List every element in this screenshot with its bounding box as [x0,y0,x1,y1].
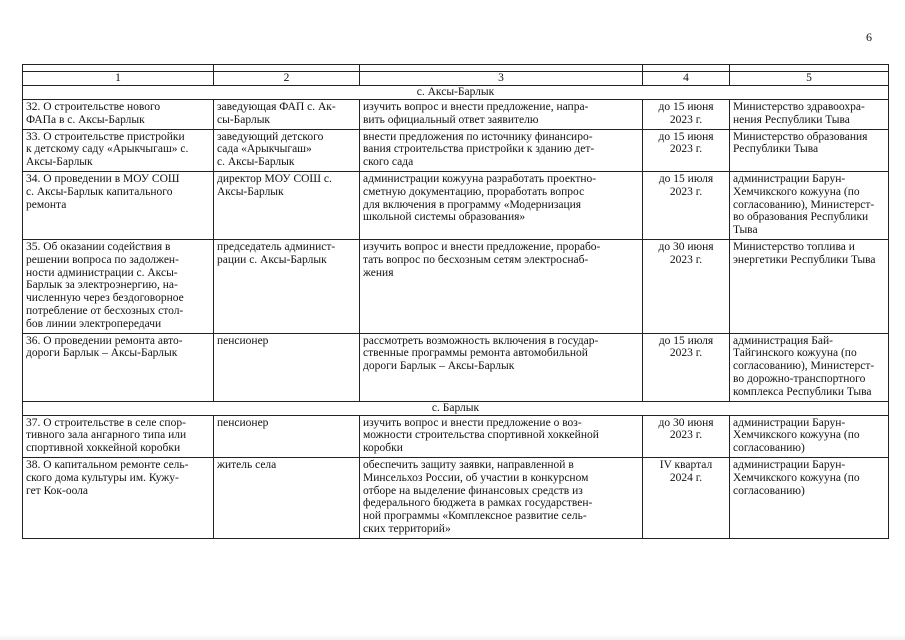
cell-text-line: до 30 июня [658,240,714,253]
term-cell [643,333,730,401]
cell-text-line: для включения в программу «Модернизация [363,198,582,211]
cell-text-line: ственные программы ремонта автомобильной [363,347,588,360]
cell-text-line: заведующая ФАП с. Ак- [217,101,336,113]
cell-text-line: во дорожно-транспортного [733,372,866,385]
cell-text-line: решении вопроса по задолжен- [26,253,179,266]
cell-text-line: тать вопрос по бесхозным сетям электроснаб- [363,253,589,266]
action-cell [360,457,643,538]
cell-text-line: директор МОУ СОШ с. [217,172,332,185]
cell-text-line: администрации кожууна разработать проектно- [363,172,597,185]
column-number: 4 [643,72,730,86]
cell-text-line: 2023 г. [669,185,703,198]
topic-cell [23,171,214,239]
cell-text-line: ФАПа в с. Аксы-Барлык [26,113,145,126]
cell-text-line: согласованию) [733,484,805,497]
action-cell [360,100,643,130]
cell-text-line: потребление от бесхозных стол- [26,304,184,317]
section-title: с. Барлык [23,401,889,415]
cell-text-line: Министерство здравоохра- [733,101,865,113]
cell-text-line: до 15 июля [658,334,714,347]
action-cell [360,129,643,171]
cell-text-line: сы-Барлык [217,113,271,126]
cell-text-line: 35. Об оказании содействия в [26,240,171,253]
table-row [23,457,889,538]
cell-text-line: бов линии электропередачи [26,317,162,330]
table-row [23,129,889,171]
cell-text-line: ского дома культуры им. Кужу- [26,471,179,484]
cell-text-line: согласованию), Министерст- [733,198,875,211]
cell-text-line: 33. О строительстве пристройки [26,130,185,143]
scan-bottom-edge [0,634,905,640]
topic-cell [23,415,214,457]
cell-text-line: Тайгинского кожууна (по [733,347,857,360]
term-cell [643,100,730,130]
responsible-cell [730,415,889,457]
cell-text-line: администрации Барун- [733,172,846,185]
cell-text-line: до 30 июня [658,416,714,429]
cell-text-line: рассмотреть возможность включения в государ- [363,334,599,347]
cell-text-line: сметную документацию, проработать вопрос [363,185,585,198]
applicant-cell [214,129,360,171]
page-number: 6 [866,30,872,44]
action-cell [360,333,643,401]
cell-text-line: 37. О строительстве в селе спор- [26,416,186,429]
responsible-cell [730,129,889,171]
cell-text-line: администрация Бай- [733,334,833,347]
cell-text-line: школьной системы образования» [363,211,526,224]
cell-text-line: сада «Арыкчыгаш» [217,143,312,156]
responsible-cell [730,171,889,239]
cell-text-line: ности администрации с. Аксы- [26,266,178,279]
cell-text-line: во образования Республики [733,211,869,224]
responsible-cell [730,333,889,401]
cell-text-line: 38. О капитальном ремонте сель- [26,458,189,471]
cell-text-line: Министерство образования [733,130,868,143]
cell-text-line: 2024 г. [669,471,703,484]
decisions-table [22,64,889,539]
cell-text-line: Аксы-Барлык [217,185,284,198]
cell-text-line: рации с. Аксы-Барлык [217,253,327,266]
cell-text-line: 32. О строительстве нового [26,101,161,113]
action-cell [360,171,643,239]
cell-text-line: Барлык за электроэнергию, на- [26,279,178,292]
responsible-cell [730,100,889,130]
cell-text-line: численную через бездоговорное [26,292,184,305]
cell-text-line: 34. О проведении в МОУ СОШ [26,172,180,185]
cell-text-line: Хемчикского кожууна (по [733,471,860,484]
cell-text-line: до 15 июня [658,101,714,113]
cell-text-line: энергетики Республики Тыва [733,253,876,266]
cell-text-line: Республики Тыва [733,143,819,156]
cell-text-line: Хемчикского кожууна (по [733,185,860,198]
applicant-cell [214,333,360,401]
cell-text-line: к детскому саду «Арыкчыгаш» с. [26,143,189,156]
term-cell [643,171,730,239]
applicant-cell [214,100,360,130]
column-number: 3 [360,72,643,86]
cell-text-line: нения Республики Тыва [733,113,850,126]
cell-text-line: можности строительства спортивной хоккейной [363,429,599,442]
applicant-cell [214,415,360,457]
cell-text-line: 2023 г. [669,113,703,126]
cell-text-line: спортивной хоккейной коробки [26,442,181,455]
action-cell [360,239,643,333]
section-row [23,401,889,415]
cell-text-line: вания строительства пристройки к зданию дет- [363,143,595,156]
cell-text-line: обеспечить защиту заявки, направленной в [363,458,574,471]
cell-text-line: до 15 июня [658,130,714,143]
topic-cell [23,239,214,333]
cell-text-line: вить официальный ответ заявителю [363,113,539,126]
cell-text-line: изучить вопрос и внести предложение о воз- [363,416,582,429]
term-cell [643,415,730,457]
cell-text-line: администрации Барун- [733,458,846,471]
cell-text-line: дороги Барлык – Аксы-Барлык [26,347,178,360]
cell-text-line: дороги Барлык – Аксы-Барлык [363,360,515,373]
cell-text-line: согласованию), Министерст- [733,360,875,373]
cell-text-line: 2023 г. [669,347,703,360]
cell-text-line: коробки [363,442,403,455]
table-row [23,171,889,239]
cell-text-line: пенсионер [217,334,269,347]
table-row [23,100,889,130]
topic-cell [23,333,214,401]
term-cell [643,457,730,538]
responsible-cell [730,457,889,538]
cell-text-line: Минсельхоз России, об участии в конкурсном [363,471,589,484]
topic-cell [23,100,214,130]
cell-text-line: председатель админист- [217,240,336,253]
section-title: с. Аксы-Барлык [23,86,889,100]
cell-text-line: отборе на выделение финансовых средств из [363,484,583,497]
cell-text-line: гет Кок-оола [26,484,89,497]
cell-text-line: тивного зала ангарного типа или [26,429,187,442]
section-row [23,86,889,100]
cell-text-line: 2023 г. [669,143,703,156]
column-number: 5 [730,72,889,86]
table-top-spacer-row [23,65,889,72]
cell-text-line: ремонта [26,198,67,211]
column-number-row [23,72,889,86]
cell-text-line: администрации Барун- [733,416,846,429]
cell-text-line: Министерство топлива и [733,240,855,253]
cell-text-line: изучить вопрос и внести предложение, прорабо- [363,240,601,253]
cell-text-line: 36. О проведении ремонта авто- [26,334,183,347]
cell-text-line: федерального бюджета в рамках государствен- [363,497,593,510]
cell-text-line: Тыва [733,224,758,237]
cell-text-line: жения [363,266,394,279]
action-cell [360,415,643,457]
cell-text-line: Хемчикского кожууна (по [733,429,860,442]
cell-text-line: внести предложения по источнику финансиро- [363,130,593,143]
topic-cell [23,129,214,171]
cell-text-line: с. Аксы-Барлык капитального [26,185,173,198]
term-cell [643,129,730,171]
cell-text-line: 2023 г. [669,429,703,442]
column-number: 1 [23,72,214,86]
cell-text-line: ского сада [363,156,414,169]
cell-text-line: до 15 июля [658,172,714,185]
column-number: 2 [214,72,360,86]
topic-cell [23,457,214,538]
applicant-cell [214,457,360,538]
cell-text-line: ских территорий» [363,522,451,535]
responsible-cell [730,239,889,333]
cell-text-line: IV квартал [659,458,713,471]
table-row [23,239,889,333]
cell-text-line: житель села [217,458,277,471]
applicant-cell [214,171,360,239]
cell-text-line: изучить вопрос и внести предложение, напра- [363,101,589,113]
cell-text-line: Аксы-Барлык [26,156,93,169]
applicant-cell [214,239,360,333]
cell-text-line: заведующий детского [217,130,324,143]
table-row [23,415,889,457]
cell-text-line: комплекса Республики Тыва [733,385,872,398]
cell-text-line: ной программы «Комплексное развитие сель- [363,510,587,523]
cell-text-line: 2023 г. [669,253,703,266]
table-row [23,333,889,401]
cell-text-line: согласованию) [733,442,805,455]
term-cell [643,239,730,333]
cell-text-line: с. Аксы-Барлык [217,156,295,169]
cell-text-line: пенсионер [217,416,269,429]
